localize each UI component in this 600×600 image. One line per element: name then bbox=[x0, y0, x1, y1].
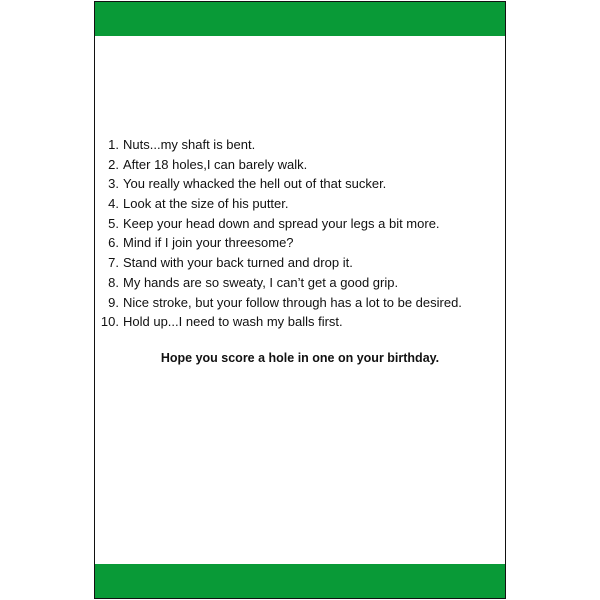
item-text: Mind if I join your threesome? bbox=[123, 235, 294, 251]
item-number: 6. bbox=[108, 235, 119, 251]
item-number: 1. bbox=[108, 137, 119, 152]
top-green-band bbox=[95, 2, 505, 36]
item-number: 2. bbox=[108, 156, 119, 172]
item-text: Nuts...my shaft is bent. bbox=[123, 137, 256, 152]
list-item bbox=[97, 273, 503, 293]
golf-jokes-list bbox=[97, 135, 503, 332]
bottom-green-band bbox=[95, 564, 505, 598]
item-text: My hands are so sweaty, I can’t get a good grip. bbox=[123, 274, 399, 290]
item-number: 9. bbox=[108, 294, 119, 310]
item-text: Nice stroke, but your follow through has a lot to be desired. bbox=[123, 294, 462, 310]
list-item bbox=[97, 312, 503, 332]
item-number: 3. bbox=[108, 176, 119, 192]
item-number: 10. bbox=[100, 314, 119, 330]
item-text: After 18 holes,I can barely walk. bbox=[123, 156, 308, 172]
list-item bbox=[97, 214, 503, 234]
greeting-card bbox=[94, 1, 506, 599]
list-item bbox=[97, 194, 503, 214]
list-item bbox=[97, 174, 503, 194]
list-item bbox=[97, 253, 503, 273]
list-item bbox=[97, 293, 503, 313]
item-text: Look at the size of his putter. bbox=[123, 196, 289, 212]
list-item bbox=[97, 155, 503, 175]
item-number: 7. bbox=[108, 255, 119, 271]
item-text: Stand with your back turned and drop it. bbox=[123, 255, 353, 271]
item-number: 4. bbox=[108, 196, 119, 212]
item-number: 8. bbox=[108, 274, 119, 290]
closing-message: Hope you score a hole in one on your birthday. bbox=[160, 351, 440, 365]
item-text: You really whacked the hell out of that sucker. bbox=[123, 176, 387, 192]
list-item bbox=[97, 233, 503, 253]
list-item bbox=[97, 135, 503, 155]
item-number: 5. bbox=[108, 215, 119, 231]
item-text: Keep your head down and spread your legs a bit more. bbox=[123, 215, 440, 231]
item-text: Hold up...I need to wash my balls first. bbox=[123, 314, 343, 330]
